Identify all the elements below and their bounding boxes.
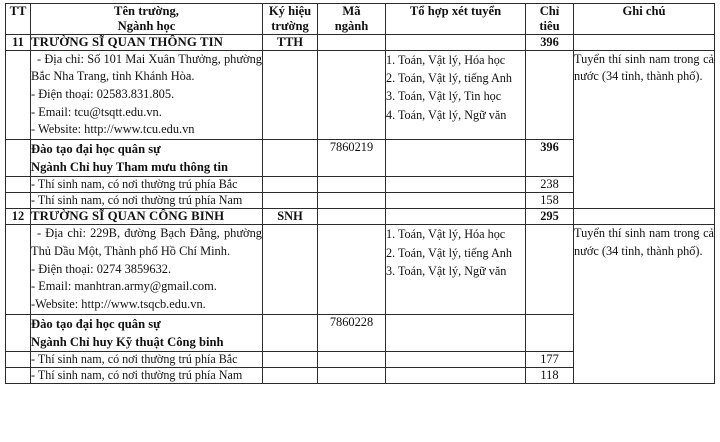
header-tt: TT bbox=[6, 4, 31, 35]
breakdown-label: - Thí sinh nam, có nơi thường trú phía Nam bbox=[31, 193, 263, 209]
note-text: Tuyển thí sinh nam trong cả nước (34 tỉnh, thành phố). bbox=[574, 226, 714, 258]
contact-address: - Địa chỉ: 229B, đường Bạch Đằng, phường Thủ Dầu Một, Thành phố Hồ Chí Minh. bbox=[31, 226, 262, 259]
entry-major-code-empty bbox=[318, 209, 386, 225]
entry-major-code-empty bbox=[318, 34, 386, 50]
breakdown-major-code-empty bbox=[318, 177, 386, 193]
entry-program-quota: 396 bbox=[526, 139, 574, 177]
header-school-major-line1: Tên trường, bbox=[114, 4, 179, 18]
entry-note bbox=[574, 50, 715, 209]
header-school-major bbox=[31, 4, 263, 35]
program-line2: Ngành Chỉ huy Tham mưu thông tin bbox=[31, 160, 228, 175]
contact-tt-empty bbox=[6, 50, 31, 139]
entry-note-empty bbox=[574, 209, 715, 225]
header-quota-line1: Chỉ bbox=[539, 4, 560, 18]
entry-note bbox=[574, 225, 715, 384]
contact-address: - Địa chỉ: Số 101 Mai Xuân Thưởng, phường Bắc Nha Trang, tỉnh Khánh Hòa. bbox=[31, 51, 262, 84]
program-combination-empty bbox=[386, 314, 526, 352]
breakdown-school-code-empty bbox=[263, 368, 318, 384]
entry-combination-list bbox=[386, 225, 526, 314]
header-school-code-line2: trường bbox=[271, 18, 309, 33]
entry-school-quota: 396 bbox=[526, 34, 574, 50]
breakdown-combination-empty bbox=[386, 368, 526, 384]
program-line1: Đào tạo đại học quân sự bbox=[31, 141, 161, 156]
note-text: Tuyển thí sinh nam trong cả nước (34 tỉnh, thành phố). bbox=[574, 51, 714, 84]
contact-phone: - Điện thoại: 0274 3859632. bbox=[31, 261, 172, 276]
contact-tt-empty bbox=[6, 225, 31, 314]
program-combination-empty bbox=[386, 139, 526, 177]
entry-combination-list bbox=[386, 50, 526, 139]
contact-school-code-empty bbox=[263, 225, 318, 314]
entry-combination-empty bbox=[386, 209, 526, 225]
program-school-code-empty bbox=[263, 314, 318, 352]
combination-item: 3. Toán, Vật lý, Tin học bbox=[386, 89, 502, 104]
breakdown-combination-empty bbox=[386, 193, 526, 209]
breakdown-combination-empty bbox=[386, 352, 526, 368]
header-quota-line2: tiêu bbox=[539, 18, 560, 33]
breakdown-tt-empty bbox=[6, 177, 31, 193]
breakdown-school-code-empty bbox=[263, 352, 318, 368]
breakdown-quota: 158 bbox=[526, 193, 574, 209]
table-row bbox=[6, 50, 715, 139]
combination-item: 1. Toán, Vật lý, Hóa học bbox=[386, 52, 506, 67]
contact-school-code-empty bbox=[263, 50, 318, 139]
combination-item: 1. Toán, Vật lý, Hóa học bbox=[386, 227, 506, 242]
entry-program bbox=[31, 314, 263, 352]
header-combination: Tổ hợp xét tuyển bbox=[386, 4, 526, 35]
combination-item: 2. Toán, Vật lý, tiếng Anh bbox=[386, 71, 512, 86]
contact-website: -Website: http://www.tsqcb.edu.vn. bbox=[31, 296, 206, 311]
table-row bbox=[6, 209, 715, 225]
breakdown-tt-empty bbox=[6, 193, 31, 209]
breakdown-school-code-empty bbox=[263, 177, 318, 193]
header-note: Ghi chú bbox=[574, 4, 715, 35]
entry-school-code: SNH bbox=[263, 209, 318, 225]
program-line1: Đào tạo đại học quân sự bbox=[31, 316, 161, 331]
breakdown-quota: 238 bbox=[526, 177, 574, 193]
breakdown-quota: 177 bbox=[526, 352, 574, 368]
entry-program-quota bbox=[526, 314, 574, 352]
contact-email: - Email: manhtran.army@gmail.com. bbox=[31, 279, 217, 294]
header-school-code bbox=[263, 4, 318, 35]
table-row bbox=[6, 225, 715, 314]
breakdown-combination-empty bbox=[386, 177, 526, 193]
combination-item: 2. Toán, Vật lý, tiếng Anh bbox=[386, 245, 512, 260]
entry-program-major-code: 7860219 bbox=[318, 139, 386, 177]
contact-quota-empty bbox=[526, 50, 574, 139]
header-major-code-line2: ngành bbox=[334, 18, 369, 33]
table-row bbox=[6, 34, 715, 50]
entry-school-name: TRƯỜNG SĨ QUAN THÔNG TIN bbox=[31, 34, 263, 50]
entry-note-empty bbox=[574, 34, 715, 50]
program-school-code-empty bbox=[263, 139, 318, 177]
admissions-table bbox=[5, 3, 715, 384]
entry-tt: 11 bbox=[6, 34, 31, 50]
header-quota bbox=[526, 4, 574, 35]
breakdown-tt-empty bbox=[6, 352, 31, 368]
entry-program bbox=[31, 139, 263, 177]
contact-quota-empty bbox=[526, 225, 574, 314]
breakdown-major-code-empty bbox=[318, 352, 386, 368]
entry-program-major-code: 7860228 bbox=[318, 314, 386, 352]
program-tt-empty bbox=[6, 314, 31, 352]
entry-school-name: TRƯỜNG SĨ QUAN CÔNG BINH bbox=[31, 209, 263, 225]
table-body bbox=[6, 34, 715, 384]
combination-item: 3. Toán, Vật lý, Ngữ văn bbox=[386, 264, 507, 279]
breakdown-label: - Thí sinh nam, có nơi thường trú phía Bắc bbox=[31, 177, 263, 193]
contact-phone: - Điện thoại: 02583.831.805. bbox=[31, 86, 175, 101]
breakdown-label: - Thí sinh nam, có nơi thường trú phía Nam bbox=[31, 368, 263, 384]
header-major-code-line1: Mã bbox=[342, 4, 361, 18]
entry-contact-block bbox=[31, 225, 263, 314]
table-header bbox=[6, 4, 715, 35]
breakdown-major-code-empty bbox=[318, 193, 386, 209]
header-school-major-line2: Ngành học bbox=[117, 18, 176, 33]
breakdown-school-code-empty bbox=[263, 193, 318, 209]
header-major-code bbox=[318, 4, 386, 35]
program-line2: Ngành Chỉ huy Kỹ thuật Công binh bbox=[31, 334, 224, 349]
contact-email: - Email: tcu@tsqtt.edu.vn. bbox=[31, 104, 162, 119]
entry-combination-empty bbox=[386, 34, 526, 50]
breakdown-quota: 118 bbox=[526, 368, 574, 384]
program-tt-empty bbox=[6, 139, 31, 177]
breakdown-tt-empty bbox=[6, 368, 31, 384]
entry-school-code: TTH bbox=[263, 34, 318, 50]
header-school-code-line1: Ký hiệu bbox=[268, 4, 312, 18]
breakdown-label: - Thí sinh nam, có nơi thường trú phía Bắc bbox=[31, 352, 263, 368]
entry-contact-block bbox=[31, 50, 263, 139]
combination-item: 4. Toán, Vật lý, Ngữ văn bbox=[386, 107, 507, 122]
contact-major-code-empty bbox=[318, 50, 386, 139]
entry-tt: 12 bbox=[6, 209, 31, 225]
header-row bbox=[6, 4, 715, 35]
breakdown-major-code-empty bbox=[318, 368, 386, 384]
contact-website: - Website: http://www.tcu.edu.vn bbox=[31, 122, 195, 137]
contact-major-code-empty bbox=[318, 225, 386, 314]
entry-school-quota: 295 bbox=[526, 209, 574, 225]
